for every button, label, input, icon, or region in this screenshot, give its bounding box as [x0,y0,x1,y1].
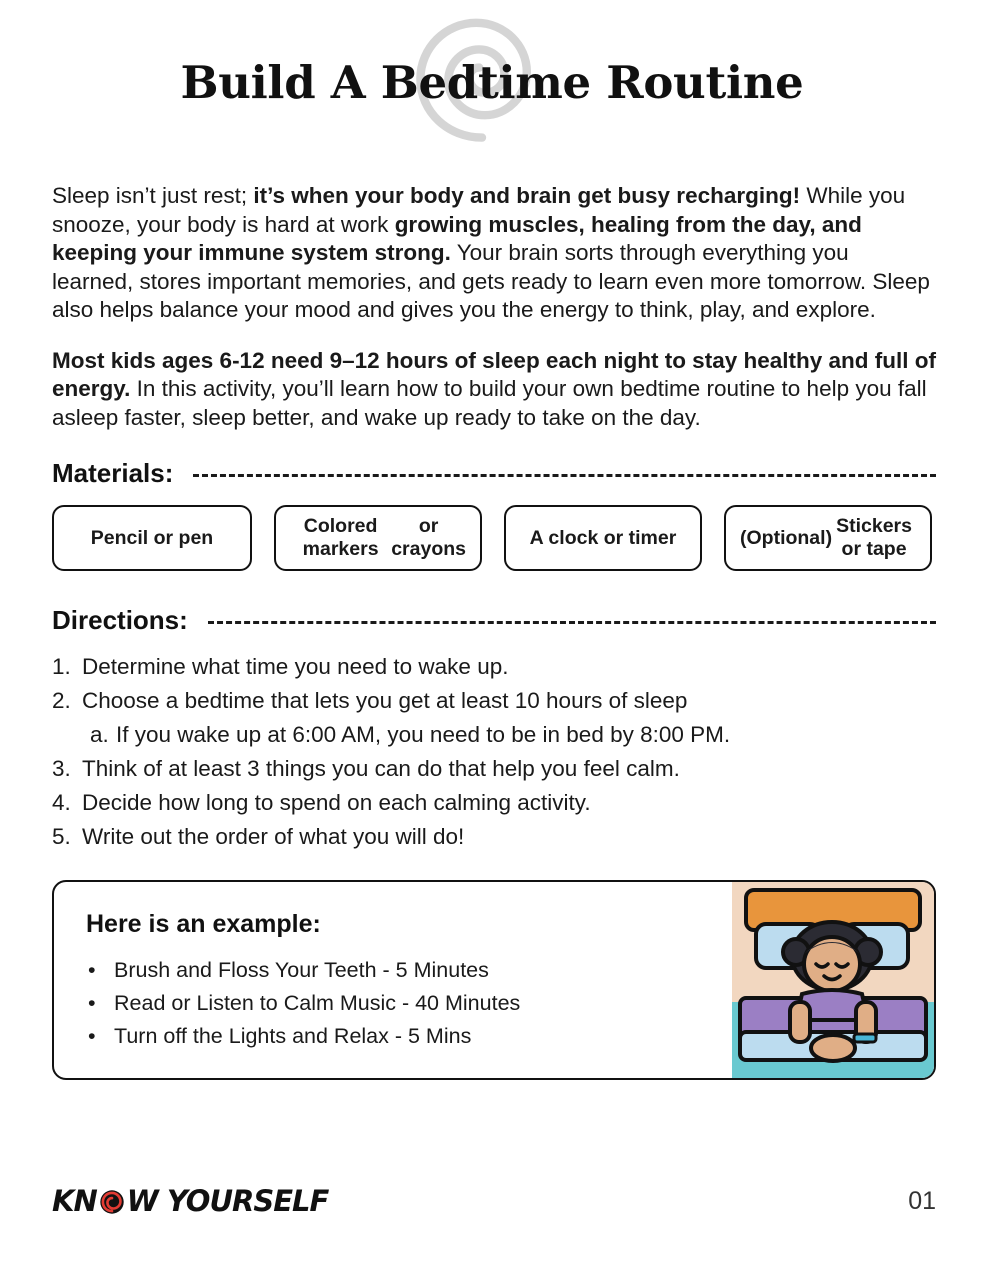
material-label-line: Stickers or tape [836,515,912,560]
materials-label: Materials: [52,458,174,488]
direction-text: Write out the order of what you will do! [82,824,465,849]
bullet-icon: • [88,991,96,1015]
logo-text-right: W YOURSELF [126,1184,329,1218]
direction-item [52,650,936,684]
body-text: In this activity, you’ll learn how to build your own bedtime routine to help you fall asleep faster, sleep better, and wake up ready to take on the day. [52,376,927,430]
body-text: Your brain sorts through everything you learned, stores important memories, and gets ready to learn even more tomorrow. Sleep also helps balance your mood and gives you the energy to think, play, and explore. [52,240,930,322]
direction-text: Determine what time you need to wake up. [82,654,509,679]
intro-paragraph-1 [52,182,936,325]
direction-item [52,752,936,786]
materials-list [52,505,936,571]
directions-list [52,650,936,854]
page-footer [52,1184,936,1218]
direction-number: 4. [52,790,71,815]
material-item [504,505,702,571]
page-header [0,0,984,150]
page-title: Build A Bedtime Routine [180,56,804,109]
direction-text: Decide how long to spend on each calming activity. [82,790,591,815]
materials-heading [52,458,936,489]
intro-paragraph-2 [52,347,936,433]
body-text: Sleep isn’t just rest; [52,183,254,208]
direction-item [52,820,936,854]
body-text: While you snooze, your body is hard at work [52,183,906,237]
material-label-line: A clock or timer [529,526,677,549]
bullet-icon: • [88,1024,96,1048]
direction-number: 3. [52,756,71,781]
material-label-line: or crayons [391,515,466,560]
material-item [274,505,482,571]
emphasis-text: growing muscles, healing from the day, and keeping your immune system strong. [52,211,862,265]
page-content [52,182,936,1080]
example-list [88,954,708,1053]
direction-text: If you wake up at 6:00 AM, you need to be in bed by 8:00 PM. [116,722,731,747]
spiral-logo-icon [99,1188,125,1214]
direction-number: 5. [52,824,71,849]
material-label-line: Colored markers [302,515,379,560]
example-list-item [88,954,708,987]
example-list-item [88,987,708,1020]
emphasis-text: Most kids ages 6-12 need 9–12 hours of sleep each night to stay healthy and full of energy. [52,347,936,401]
example-item-text: Read or Listen to Calm Music - 40 Minutes [114,991,521,1015]
material-label-line: Pencil or pen [90,526,214,549]
directions-heading [52,605,936,636]
direction-subitem [52,718,936,752]
material-item [52,505,252,571]
example-item-text: Brush and Floss Your Teeth - 5 Minutes [114,958,489,982]
directions-label: Directions: [52,605,188,635]
direction-number: 2. [52,688,71,713]
example-item-text: Turn off the Lights and Relax - 5 Mins [114,1024,472,1048]
material-item [724,505,932,571]
direction-item [52,684,936,718]
emphasis-text: it’s when your body and brain get busy recharging! [253,183,801,208]
direction-number: 1. [52,654,71,679]
bullet-icon: • [88,958,96,982]
page-number: 01 [908,1186,936,1215]
logo-text-left: KN [52,1184,97,1218]
example-title: Here is an example: [86,910,321,938]
directions-dash-divider [208,621,936,624]
material-label-line: (Optional) [740,526,833,549]
direction-text: Think of at least 3 things you can do that help you feel calm. [82,756,680,781]
brand-logo [52,1184,328,1218]
sleeping-child-in-bed-illustration [732,882,934,1078]
example-box [52,880,936,1080]
direction-text: Choose a bedtime that lets you get at least 10 hours of sleep [82,688,688,713]
direction-item [52,786,936,820]
direction-number: a. [90,722,109,747]
example-list-item [88,1020,708,1053]
materials-dash-divider [193,474,936,477]
